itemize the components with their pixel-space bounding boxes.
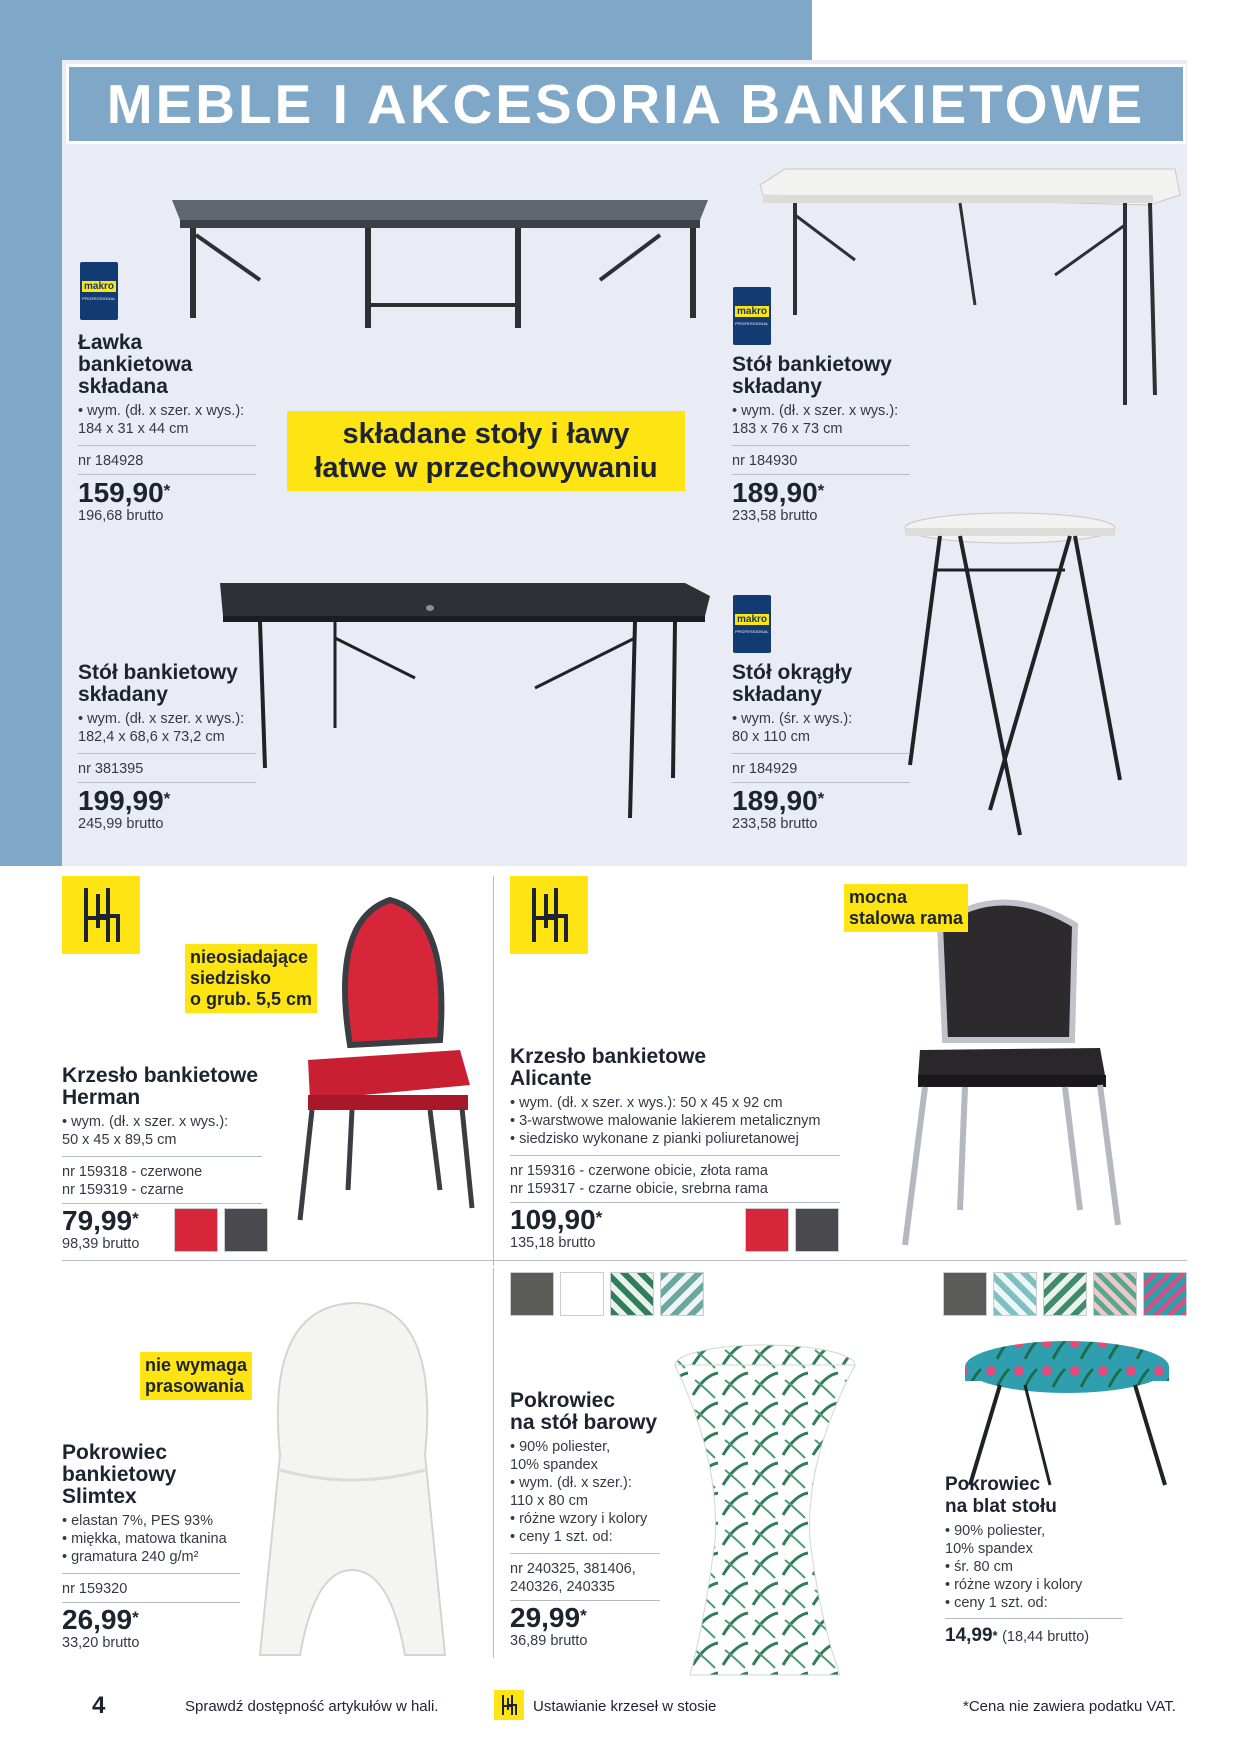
product-spec: • wym. (dł. x szer. x wys.): 50 x 45 x 92 cm bbox=[510, 1095, 783, 1111]
pattern-swatch[interactable] bbox=[510, 1272, 554, 1316]
color-swatch-red[interactable] bbox=[745, 1208, 789, 1252]
product-title: składany bbox=[78, 683, 168, 706]
stacking-legend: Ustawianie krzeseł w stosie bbox=[533, 1698, 717, 1715]
product-title: Pokrowiec bbox=[62, 1441, 168, 1464]
product-spec: • różne wzory i kolory bbox=[510, 1511, 648, 1527]
product-price: 14,99 bbox=[945, 1625, 993, 1646]
product-spec: 10% spandex bbox=[945, 1541, 1033, 1557]
color-swatch-black[interactable] bbox=[224, 1208, 268, 1252]
herman-tag: nieosiadające siedzisko o grub. 5,5 cm bbox=[185, 944, 317, 1013]
bar-cover-info bbox=[510, 1390, 660, 1650]
product-price-row: 14,99* (18,44 brutto) bbox=[945, 1625, 1090, 1646]
product-spec: • różne wzory i kolory bbox=[945, 1577, 1083, 1593]
divider bbox=[62, 1156, 262, 1157]
product-price: 199,99* bbox=[78, 785, 171, 816]
product-title: bankietowy bbox=[62, 1463, 177, 1486]
black-table-image bbox=[215, 578, 715, 828]
product-spec: • śr. 80 cm bbox=[945, 1559, 1013, 1575]
product-spec: • wym. (dł. x szer. x wys.): bbox=[78, 711, 245, 727]
divider bbox=[78, 474, 256, 475]
product-price: 189,90* bbox=[732, 785, 825, 816]
product-title: Alicante bbox=[510, 1067, 592, 1090]
divider bbox=[510, 1553, 660, 1554]
product-title: na stół barowy bbox=[510, 1411, 658, 1434]
bench-info bbox=[78, 332, 256, 525]
product-sku: nr 159316 - czerwone obicie, złota rama bbox=[510, 1163, 768, 1179]
pattern-swatch[interactable] bbox=[1143, 1272, 1187, 1316]
product-title: Slimtex bbox=[62, 1485, 137, 1508]
product-sku: nr 240325, 381406, bbox=[510, 1561, 636, 1577]
pattern-swatch[interactable] bbox=[610, 1272, 654, 1316]
product-price: 26,99* bbox=[62, 1604, 139, 1635]
product-spec: • wym. (śr. x wys.): bbox=[732, 711, 853, 727]
product-spec: • 3-warstwowe malowanie lakierem metalicznym bbox=[510, 1113, 821, 1129]
pattern-swatch[interactable] bbox=[943, 1272, 987, 1316]
divider bbox=[78, 445, 256, 446]
product-spec: 80 x 110 cm bbox=[732, 729, 810, 745]
pattern-swatch[interactable] bbox=[1043, 1272, 1087, 1316]
pattern-swatch[interactable] bbox=[993, 1272, 1037, 1316]
makro-logo: makro PROFESSIONAL bbox=[733, 287, 771, 345]
table-top-cover-image bbox=[955, 1335, 1185, 1495]
section-divider bbox=[62, 1260, 1187, 1261]
divider bbox=[732, 474, 910, 475]
product-sku: nr 184928 bbox=[78, 453, 144, 469]
product-price: 79,99* bbox=[62, 1205, 139, 1236]
product-spec: • elastan 7%, PES 93% bbox=[62, 1513, 213, 1529]
divider bbox=[62, 1602, 240, 1603]
promo-banner: składane stoły i ławy łatwe w przechowywaniu bbox=[287, 411, 685, 491]
product-sku: nr 159320 bbox=[62, 1581, 128, 1597]
product-title: Pokrowiec bbox=[945, 1474, 1041, 1495]
product-sku: nr 159317 - czarne obicie, srebrna rama bbox=[510, 1181, 768, 1197]
divider bbox=[78, 782, 256, 783]
page-title: MEBLE I AKCESORIA BANKIETOWE bbox=[106, 73, 1146, 135]
product-title: Herman bbox=[62, 1086, 141, 1109]
product-spec: 183 x 76 x 73 cm bbox=[732, 421, 843, 437]
product-title: Krzesło bankietowe bbox=[510, 1045, 707, 1068]
product-title: Krzesło bankietowe bbox=[62, 1064, 259, 1087]
slimtex-tag: nie wymaga prasowania bbox=[140, 1352, 252, 1400]
product-brutto: (18,44 brutto) bbox=[1002, 1629, 1090, 1645]
product-spec: • miękka, matowa tkanina bbox=[62, 1531, 227, 1547]
chair-stack-icon bbox=[62, 876, 140, 954]
table-top-cover-info bbox=[945, 1474, 1123, 1647]
product-spec: • wym. (dł. x szer. x wys.): bbox=[62, 1114, 229, 1130]
product-brutto: 36,89 brutto bbox=[510, 1633, 588, 1649]
product-sku: nr 381395 bbox=[78, 761, 144, 777]
makro-logo: makro PROFESSIONAL bbox=[80, 262, 118, 320]
alicante-chair-info bbox=[510, 1046, 840, 1252]
herman-chair-image bbox=[290, 890, 480, 1225]
product-price: 109,90* bbox=[510, 1204, 603, 1235]
divider bbox=[732, 782, 910, 783]
color-swatch-black[interactable] bbox=[795, 1208, 839, 1252]
chair-stack-icon bbox=[510, 876, 588, 954]
divider bbox=[510, 1202, 840, 1203]
divider bbox=[62, 1573, 240, 1574]
product-sku: nr 159318 - czerwone bbox=[62, 1164, 203, 1180]
product-price: 29,99* bbox=[510, 1602, 587, 1633]
product-spec: • wym. (dł. x szer. x wys.): bbox=[78, 403, 245, 419]
pattern-swatch[interactable] bbox=[560, 1272, 604, 1316]
vertical-divider bbox=[493, 876, 494, 1266]
round-table-info bbox=[732, 662, 910, 833]
product-price: 189,90* bbox=[732, 477, 825, 508]
product-spec: 110 x 80 cm bbox=[510, 1493, 588, 1509]
product-spec: 184 x 31 x 44 cm bbox=[78, 421, 189, 437]
product-spec: • wym. (dł. x szer. x wys.): bbox=[732, 403, 899, 419]
chair-cover-image bbox=[240, 1295, 465, 1660]
color-swatch-red[interactable] bbox=[174, 1208, 218, 1252]
left-blue-strip bbox=[0, 0, 62, 866]
pattern-swatch[interactable] bbox=[660, 1272, 704, 1316]
divider bbox=[62, 1203, 262, 1204]
product-title: Stół bankietowy bbox=[78, 661, 238, 684]
alicante-chair-image bbox=[900, 880, 1125, 1250]
makro-logo: makro PROFESSIONAL bbox=[733, 595, 771, 653]
product-spec: 50 x 45 x 89,5 cm bbox=[62, 1132, 177, 1148]
product-brutto: 33,20 brutto bbox=[62, 1635, 140, 1651]
divider bbox=[510, 1155, 840, 1156]
divider bbox=[945, 1618, 1123, 1619]
product-spec: • ceny 1 szt. od: bbox=[510, 1529, 613, 1545]
black-table-info bbox=[78, 662, 256, 833]
product-brutto: 245,99 brutto bbox=[78, 816, 164, 832]
pattern-swatch[interactable] bbox=[1093, 1272, 1137, 1316]
bar-cover-image bbox=[660, 1340, 870, 1680]
product-sku: nr 159319 - czarne bbox=[62, 1182, 184, 1198]
slimtex-cover-info bbox=[62, 1442, 240, 1652]
product-title: Ławka bbox=[78, 331, 143, 354]
product-spec: 182,4 x 68,6 x 73,2 cm bbox=[78, 729, 225, 745]
divider bbox=[732, 445, 910, 446]
alicante-tag: mocna stalowa rama bbox=[844, 884, 968, 932]
product-spec: • 90% poliester, bbox=[945, 1523, 1046, 1539]
round-table-image bbox=[895, 510, 1130, 840]
product-brutto: 135,18 brutto bbox=[510, 1235, 596, 1251]
page-number: 4 bbox=[92, 1692, 106, 1719]
product-brutto: 233,58 brutto bbox=[732, 508, 818, 524]
product-spec: • ceny 1 szt. od: bbox=[945, 1595, 1048, 1611]
availability-note: Sprawdź dostępność artykułów w hali. bbox=[185, 1698, 439, 1715]
divider bbox=[78, 753, 256, 754]
page-title-banner bbox=[66, 64, 1186, 144]
product-spec: • gramatura 240 g/m² bbox=[62, 1549, 199, 1565]
product-title: na blat stołu bbox=[945, 1496, 1057, 1517]
product-title: składany bbox=[732, 375, 822, 398]
product-brutto: 98,39 brutto bbox=[62, 1236, 140, 1252]
product-title: składana bbox=[78, 375, 168, 398]
product-sku: 240326, 240335 bbox=[510, 1579, 615, 1595]
product-spec: 10% spandex bbox=[510, 1457, 598, 1473]
product-spec: • 90% poliester, bbox=[510, 1439, 611, 1455]
top-blue-strip bbox=[0, 0, 812, 60]
product-brutto: 196,68 brutto bbox=[78, 508, 164, 524]
product-title: Stół bankietowy bbox=[732, 353, 892, 376]
product-price: 159,90* bbox=[78, 477, 171, 508]
divider bbox=[510, 1600, 660, 1601]
white-table-info bbox=[732, 354, 910, 525]
product-brutto: 233,58 brutto bbox=[732, 816, 818, 832]
product-title: składany bbox=[732, 683, 822, 706]
divider bbox=[732, 753, 910, 754]
product-title: Stół okrągły bbox=[732, 661, 853, 684]
vat-note: *Cena nie zawiera podatku VAT. bbox=[963, 1698, 1176, 1715]
product-spec: • wym. (dł. x szer.): bbox=[510, 1475, 632, 1491]
product-sku: nr 184930 bbox=[732, 453, 798, 469]
vertical-divider bbox=[493, 1268, 494, 1658]
bench-image bbox=[160, 185, 720, 330]
product-title: Pokrowiec bbox=[510, 1389, 616, 1412]
product-title: bankietowa bbox=[78, 353, 193, 376]
chair-stack-icon bbox=[494, 1690, 524, 1720]
product-spec: • siedzisko wykonane z pianki poliuretanowej bbox=[510, 1131, 799, 1147]
product-sku: nr 184929 bbox=[732, 761, 798, 777]
